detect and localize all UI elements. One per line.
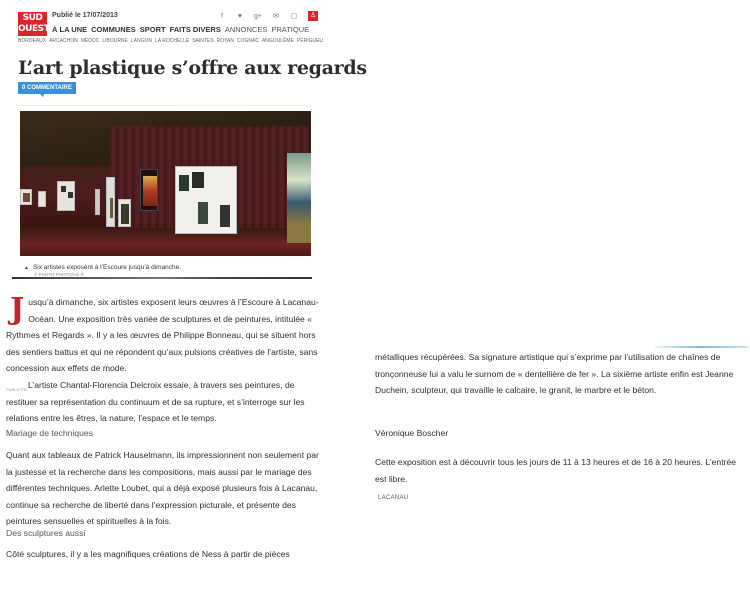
artwork (20, 189, 32, 205)
artwork (287, 153, 311, 243)
nav-sport[interactable]: SPORT (139, 25, 166, 34)
nav-communes[interactable]: COMMUNES (91, 25, 136, 34)
publish-date: Publié le 17/07/2013 (52, 12, 118, 19)
sud-ouest-logo[interactable]: SUD OUEST (18, 13, 50, 34)
paragraph-6: Cette exposition est à découvrir tous les jours de 11 à 13 heures et de 16 à 20 heures. L’entrée est libre. (375, 457, 737, 484)
google-plus-icon[interactable]: g+ (254, 12, 262, 20)
artwork (57, 181, 75, 211)
city-link-royan[interactable]: ROYAN (216, 38, 235, 44)
accent-line (655, 346, 748, 348)
paragraph-1: Jusqu’à dimanche, six artistes exposent leurs œuvres à l’Escoure à Lacanau-Océan. Une exposition très variée de sculptures et de peintures, intitulée « Rythmes et Regards ». Il y a les œuvres de Philippe Bonneau, qui se situent hors des sentiers battus et qui ne répondent qu’aux pulsions créatives de l’artiste, sans concession aux effets de mode. (6, 292, 319, 373)
city-nav (18, 38, 323, 44)
city-link-saintes[interactable]: SAINTES (192, 38, 214, 44)
city-link-langon[interactable]: LANGON (130, 38, 152, 44)
artwork (106, 177, 115, 227)
paragraph-2: L’artiste Chantal-Florencia Delcroix essaie, à travers ses peintures, de restituer sa représentation du continuum et de sa rupture, et s’interroge sur les relations entre les êtres, la nature, l’espace et le temps. (6, 380, 305, 423)
paragraph-5: métalliques récupérées. Sa signature artistique qui s’exprime par l’utilisation de chaînes de tronçonneuse lui a valu le surnom de « dentellière de fer ». La sixième artiste enfin est Jeanne Duchein, sculpteur, qui travaille le calcaire, le granit, le marbre et le béton. (375, 352, 734, 395)
city-link-libourne[interactable]: LIBOURNE (102, 38, 128, 44)
article-photo[interactable] (20, 111, 311, 256)
email-icon[interactable]: ✉ (273, 13, 279, 20)
artwork (175, 166, 237, 234)
photo-credit: © PHOTO PHOTO/AG R (34, 272, 84, 277)
nav-annonces[interactable]: ANNONCES (224, 25, 268, 34)
artwork (95, 189, 100, 215)
site-header (18, 10, 324, 46)
paragraph-4: Côté sculptures, il y a les magnifiques créations de Ness à partir de pièces (6, 549, 290, 559)
city-link-bordeaux[interactable]: BORDEAUX (18, 38, 47, 44)
nav-pratique[interactable]: PRATIQUE (271, 25, 310, 34)
drop-cap: J (10, 292, 25, 327)
paragraph-3: Quant aux tableaux de Patrick Hauselmann, ils impressionnent non seulement par la justesse et la recherche dans les compositions, mais aussi par le mariage des différentes techniques. Arlette Loubet, qui a déjà exposé plusieurs fois à Lacanau, continue sa recherche de liberté dans l’expression picturale, et présente des peintures sensuelles et spirituelles à la fois. (6, 450, 319, 526)
comment-count-button[interactable]: 0 COMMENTAIRE (18, 82, 76, 94)
subhead-mariage: Mariage de techniques (6, 428, 93, 438)
subhead-sculptures: Des sculptures aussi (6, 528, 86, 538)
author-signature: Véronique Boscher (375, 428, 449, 438)
twitter-icon[interactable]: ♥ (237, 12, 243, 20)
nav-faits-divers[interactable]: FAITS DIVERS (169, 25, 221, 34)
artwork (118, 199, 131, 227)
divider (18, 105, 312, 106)
city-link-arcachon[interactable]: ARCACHON (49, 38, 78, 44)
triangle-icon: ▲ (24, 265, 29, 271)
city-link-angouleme[interactable]: ANGOULÊME (261, 38, 294, 44)
artwork (38, 191, 46, 207)
facebook-icon[interactable]: f (221, 12, 223, 20)
city-link-medoc[interactable]: MÉDOC (80, 38, 100, 44)
user-icon[interactable]: ♙ (309, 12, 317, 19)
city-link-cognac[interactable]: COGNAC (237, 38, 259, 44)
print-icon[interactable]: ▢ (290, 13, 298, 20)
city-link-la-rochelle[interactable]: LA ROCHELLE (155, 38, 190, 44)
location-tag[interactable]: LACANAU (378, 495, 409, 501)
caption-rule (12, 277, 312, 279)
share-bar (218, 11, 318, 21)
article-title: L’art plastique s’offre aux regards (18, 57, 367, 79)
main-nav (52, 25, 309, 34)
city-link-perigueux[interactable]: PÉRIGUEU (296, 38, 324, 44)
artwork (140, 169, 158, 211)
nav-a-la-une[interactable]: À LA UNE (52, 25, 88, 34)
ad-tag: PUBLICITÉ (6, 387, 27, 392)
photo-floor (20, 228, 311, 256)
photo-caption: ▲ Six artistes exposent à l’Escoure jusqu’à dimanche. (24, 264, 182, 271)
